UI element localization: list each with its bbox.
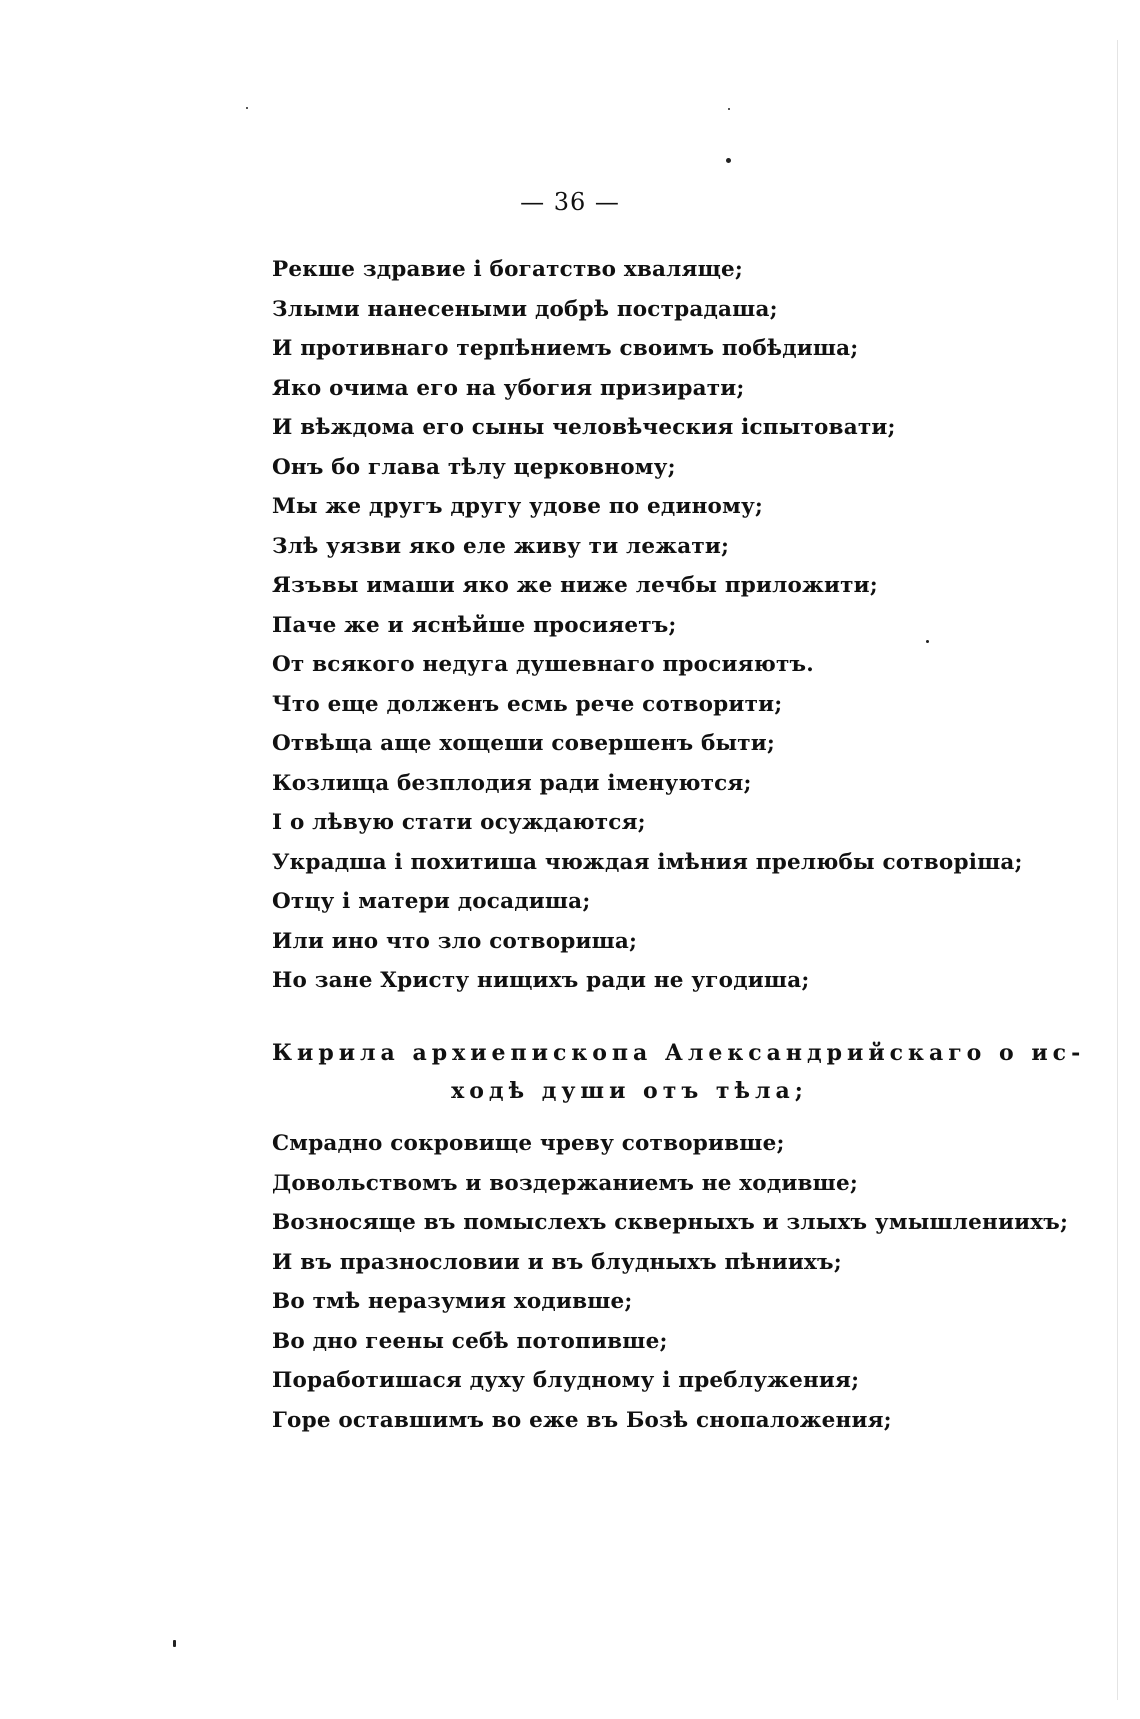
section-heading xyxy=(272,1034,1086,1110)
scan-speck xyxy=(246,107,248,109)
verse-line: Что еще долженъ есмь рече сотворити; xyxy=(272,691,783,717)
verse-line: Яко очима его на убогия призирати; xyxy=(272,375,745,401)
verse-line: Отцу і матери досадиша; xyxy=(272,889,591,914)
verse-stanza xyxy=(272,1124,1069,1440)
verse-line: Козлища безплодия ради іменуются; xyxy=(272,770,752,796)
scan-speck xyxy=(728,108,730,110)
verse-stanza xyxy=(272,250,1032,1001)
scan-speck xyxy=(173,1640,176,1647)
verse-line: Язъвы имаши яко же ниже лечбы приложити; xyxy=(272,573,878,598)
verse-line: Поработишася духу блудному і преблужения; xyxy=(272,1368,860,1393)
verse-line: И вѣждома его сыны человѣческия іспытовати; xyxy=(272,415,896,440)
section-heading-line: Кирила архиепископа Александрийскаго о ис- xyxy=(272,1040,1086,1066)
verse-line: Отвѣща аще хощеши совершенъ быти; xyxy=(272,731,776,756)
verse-line: Довольствомъ и воздержаниемъ не ходивше; xyxy=(272,1170,858,1196)
verse-line: Рекше здравие і богатство хваляще; xyxy=(272,257,744,282)
verse-line: Смрадно сокровище чреву сотворивше; xyxy=(272,1131,785,1156)
verse-line: І о лѣвую стати осуждаются; xyxy=(272,810,646,835)
verse-line: Во тмѣ неразумия ходивше; xyxy=(272,1289,633,1314)
verse-line: Мы же другъ другу удове по единому; xyxy=(272,494,764,519)
scan-edge-line xyxy=(1117,40,1118,1700)
scan-speck xyxy=(726,158,731,163)
verse-line: И въ празнословии и въ блудныхъ пѣниихъ; xyxy=(272,1249,842,1275)
verse-line: От всякого недуга душевнаго просияютъ. xyxy=(272,652,814,677)
verse-line: Возносяще въ помыслехъ скверныхъ и злыхъ умышлениихъ; xyxy=(272,1210,1069,1235)
verse-line: Онъ бо глава тѣлу церковному; xyxy=(272,454,676,480)
verse-line: Злыми нанесеными добрѣ пострадаша; xyxy=(272,296,778,322)
verse-line: И противнаго терпѣниемъ своимъ побѣдиша; xyxy=(272,336,859,361)
verse-line: Во дно геены себѣ потопивше; xyxy=(272,1328,668,1354)
verse-line: Украдша і похитиша чюждая імѣния прелюбы сотворіша; xyxy=(272,849,1023,875)
page-number: — 36 — xyxy=(520,188,620,216)
verse-line: Паче же и яснѣйше просияетъ; xyxy=(272,612,677,638)
verse-line: Или ино что зло сотвориша; xyxy=(272,928,638,954)
verse-line: Но зане Христу нищихъ ради не угодиша; xyxy=(272,968,810,993)
section-heading-line: ходѣ души отъ тѣла; xyxy=(451,1078,808,1104)
verse-line: Горе оставшимъ во еже въ Бозѣ снопаложения; xyxy=(272,1407,892,1433)
verse-line: Злѣ уязви яко еле живу ти лежати; xyxy=(272,533,730,559)
